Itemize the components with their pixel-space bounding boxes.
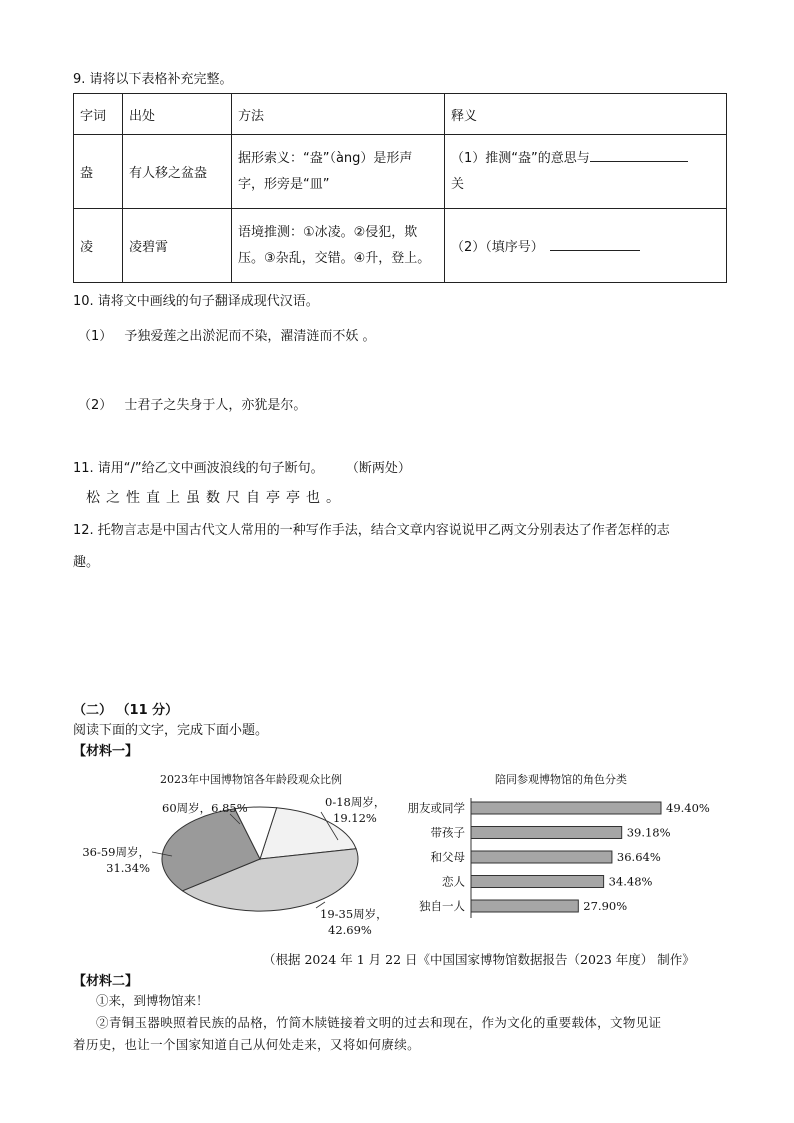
q10-prompt: 10. 请将文中画线的句子翻译成现代汉语。 bbox=[73, 294, 319, 309]
source-cell: 凌碧霄 bbox=[123, 209, 232, 283]
section-instruction: 阅读下面的文字，完成下面小题。 bbox=[73, 723, 269, 738]
pie-chart bbox=[80, 790, 390, 940]
pie-category-label: 19-35周岁， bbox=[320, 907, 388, 921]
item-number: （2） bbox=[78, 398, 113, 413]
material2-line: ①来，到博物馆来！ bbox=[96, 993, 209, 1008]
header-cell: 字词 bbox=[74, 94, 123, 135]
method-line: 压。③杂乱，交错。④升，登上。 bbox=[238, 250, 431, 266]
pie-value-label: 19.12% bbox=[333, 811, 377, 825]
material2-line: ②青铜玉器映照着民族的品格，竹简木牍链接着文明的过去和现在，作为文化的重要载体，文物见证 bbox=[96, 1015, 662, 1030]
meaning-cell bbox=[445, 209, 727, 283]
bar-category-label: 独自一人 bbox=[419, 899, 465, 913]
q12-line1: 12. 托物言志是中国古代文人常用的一种写作手法，结合文章内容说说甲乙两文分别表达了作者怎样的志 bbox=[73, 523, 670, 538]
bar bbox=[471, 876, 604, 888]
pie-category-label: 60周岁，6.85% bbox=[162, 801, 248, 815]
table-row bbox=[74, 135, 727, 209]
pie-category-label: 0-18周岁， bbox=[325, 795, 386, 809]
bar-chart-title: 陪同参观博物馆的角色分类 bbox=[495, 773, 627, 786]
q9-table bbox=[73, 93, 727, 283]
bar bbox=[471, 900, 578, 912]
item-number: （1） bbox=[78, 329, 113, 344]
material2-label: 【材料二】 bbox=[73, 974, 139, 989]
meaning-cell bbox=[445, 135, 727, 209]
pie-value-label: 42.69% bbox=[328, 923, 372, 937]
meaning-line: 关 bbox=[451, 176, 465, 192]
q9-prompt: 9. 请将以下表格补充完整。 bbox=[73, 72, 233, 87]
bar-value-label: 34.48% bbox=[608, 874, 653, 889]
table-row bbox=[74, 209, 727, 283]
material2-line: 着历史，也让一个国家知道自己从何处走来，又将如何赓续。 bbox=[73, 1037, 420, 1052]
bar-value-label: 49.40% bbox=[666, 801, 710, 815]
bar bbox=[471, 851, 612, 863]
bar bbox=[471, 802, 661, 814]
item-text: 予独爱莲之出淤泥而不染，濯清涟而不妖 。 bbox=[124, 329, 376, 344]
q11-prompt bbox=[73, 457, 411, 476]
bar-chart bbox=[390, 790, 730, 930]
header-cell: 出处 bbox=[123, 94, 232, 135]
bar-category-label: 朋友或同学 bbox=[407, 801, 465, 815]
answer-blank[interactable] bbox=[590, 149, 688, 162]
material1-label: 【材料一】 bbox=[73, 744, 139, 759]
q11-sentence: 松之性直上虽数尺自亭亭也。 bbox=[86, 490, 346, 506]
item-text: 士君子之失身于人，亦犹是尔。 bbox=[124, 398, 307, 413]
method-cell bbox=[232, 135, 445, 209]
meaning-line: （2）（填序号） bbox=[451, 240, 544, 255]
bar-category-label: 和父母 bbox=[430, 850, 465, 864]
meaning-line: （1）推测“盎”的意思与 bbox=[451, 150, 590, 166]
bar bbox=[471, 827, 622, 839]
q10-item2 bbox=[78, 394, 306, 413]
source-cell: 有人移之盆盎 bbox=[123, 135, 232, 209]
word-cell: 凌 bbox=[74, 209, 123, 283]
header-cell: 方法 bbox=[232, 94, 445, 135]
method-line: 据形索义：“盎”（àng）是形声 bbox=[238, 150, 413, 166]
method-cell bbox=[232, 209, 445, 283]
pie-category-label: 36-59周岁， bbox=[82, 845, 150, 859]
word-cell: 盎 bbox=[74, 135, 123, 209]
pie-value-label: 31.34% bbox=[106, 861, 150, 875]
section-heading: （二） （11 分） bbox=[73, 703, 179, 718]
q12-line2: 趣。 bbox=[73, 555, 100, 570]
method-line: 字，形旁是“皿” bbox=[238, 176, 330, 192]
prompt-text: 11. 请用“/”给乙文中画波浪线的句子断句。 bbox=[73, 461, 324, 476]
answer-blank[interactable] bbox=[550, 238, 640, 251]
bar-value-label: 39.18% bbox=[626, 825, 671, 840]
q10-item1 bbox=[78, 325, 376, 344]
bar-value-label: 36.64% bbox=[616, 850, 661, 864]
method-line: 语境推测：①冰凌。②侵犯，欺 bbox=[238, 224, 418, 240]
bar-category-label: 恋人 bbox=[442, 874, 465, 889]
bar-category-label: 带孩子 bbox=[430, 825, 465, 840]
table-header-row bbox=[74, 94, 727, 135]
bar-value-label: 27.90% bbox=[583, 899, 628, 913]
header-cell: 释义 bbox=[445, 94, 727, 135]
source-note: （根据 2024 年 1 月 22 日《中国国家博物馆数据报告（2023 年度） 制作》 bbox=[263, 952, 695, 967]
pie-chart-title: 2023年中国博物馆各年龄段观众比例 bbox=[160, 773, 342, 786]
prompt-note: （断两处） bbox=[345, 461, 411, 476]
